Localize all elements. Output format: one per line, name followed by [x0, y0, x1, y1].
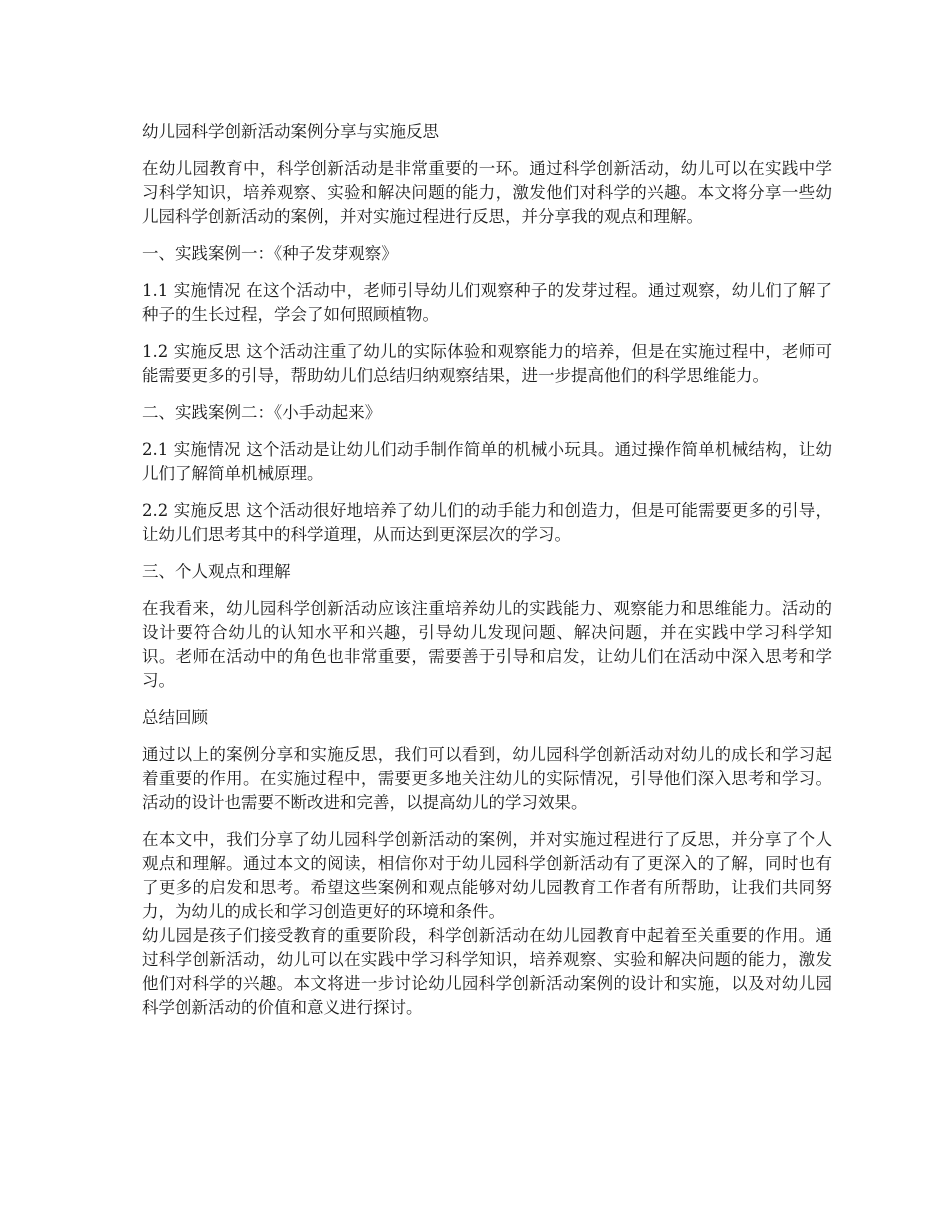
summary-heading: 总结回顾: [142, 708, 208, 727]
summary-paragraph-3: 幼儿园是孩子们接受教育的重要阶段，科学创新活动在幼儿园教育中起着至关重要的作用。通过科学创新活动，幼儿可以在实践中学习科学知识，培养观察、实验和解决问题的能力，激发他们对科学的兴趣。本文将进一步讨论幼儿园科学创新活动案例的设计和实施，以及对幼儿园科学创新活动的价值和意义进行探讨。: [142, 926, 832, 1017]
document-title: 幼儿园科学创新活动案例分享与实施反思: [142, 122, 439, 141]
summary-paragraph-1: 通过以上的案例分享和实施反思，我们可以看到，幼儿园科学创新活动对幼儿的成长和学习起着重要的作用。在实施过程中，需要更多地关注幼儿的实际情况，引导他们深入思考和学习。活动的设计也需要不断改进和完善，以提高幼儿的学习效果。: [142, 745, 832, 812]
section-2-paragraph-2: 2.2 实施反思 这个活动很好地培养了幼儿们的动手能力和创造力，但是可能需要更多的引导，让幼儿们思考其中的科学道理，从而达到更深层次的学习。: [142, 501, 832, 544]
section-3-paragraph-1: 在我看来，幼儿园科学创新活动应该注重培养幼儿的实践能力、观察能力和思维能力。活动的设计要符合幼儿的认知水平和兴趣，引导幼儿发现问题、解决问题，并在实践中学习科学知识。老师在活动中的角色也非常重要，需要善于引导和启发，让幼儿们在活动中深入思考和学习。: [142, 599, 832, 690]
document-body: [142, 120, 832, 1033]
section-1-heading: 一、实践案例一：《种子发芽观察》: [142, 244, 398, 263]
intro-paragraph: 在幼儿园教育中，科学创新活动是非常重要的一环。通过科学创新活动，幼儿可以在实践中学习科学知识，培养观察、实验和解决问题的能力，激发他们对科学的兴趣。本文将分享一些幼儿园科学创新活动的案例，并对实施过程进行反思，并分享我的观点和理解。: [142, 159, 832, 226]
section-1-paragraph-1: 1.1 实施情况 在这个活动中，老师引导幼儿们观察种子的发芽过程。通过观察，幼儿们了解了种子的生长过程，学会了如何照顾植物。: [142, 281, 832, 324]
section-1-paragraph-2: 1.2 实施反思 这个活动注重了幼儿的实际体验和观察能力的培养，但是在实施过程中，老师可能需要更多的引导，帮助幼儿们总结归纳观察结果，进一步提高他们的科学思维能力。: [142, 342, 832, 385]
section-2-paragraph-1: 2.1 实施情况 这个活动是让幼儿们动手制作简单的机械小玩具。通过操作简单机械结构，让幼儿们了解简单机械原理。: [142, 440, 832, 483]
section-2-heading: 二、实践案例二：《小手动起来》: [142, 403, 382, 422]
section-3-heading: 三、个人观点和理解: [142, 562, 291, 581]
summary-paragraph-2: 在本文中，我们分享了幼儿园科学创新活动的案例，并对实施过程进行了反思，并分享了个人观点和理解。通过本文的阅读，相信你对于幼儿园科学创新活动有了更深入的了解，同时也有了更多的启发和思考。希望这些案例和观点能够对幼儿园教育工作者有所帮助，让我们共同努力，为幼儿的成长和学习创造更好的环境和条件。: [142, 830, 832, 921]
